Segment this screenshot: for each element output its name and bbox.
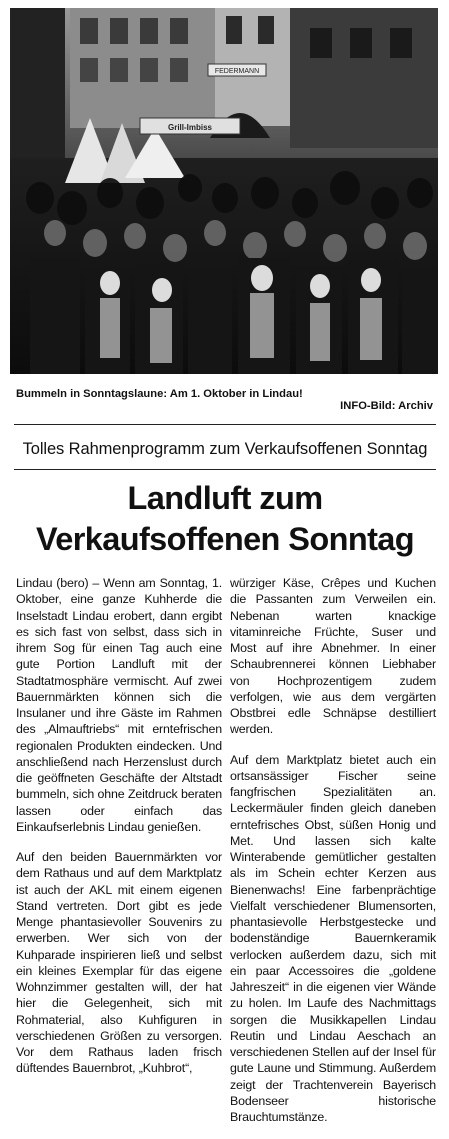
article-column-left	[16, 575, 222, 1091]
photo-caption: Bummeln in Sonntagslaune: Am 1. Oktober in Lindau!	[16, 388, 303, 400]
photo-sign-store: FEDERMANN	[214, 68, 260, 75]
photo-sign-stall: Grill-Imbiss	[167, 123, 213, 132]
article-column-right	[230, 575, 436, 1139]
kicker-subheading: Tolles Rahmenprogramm zum Verkaufsoffenen Sonntag	[22, 440, 428, 458]
photo-illustration	[10, 8, 438, 374]
headline-line-2: Verkaufsoffenen Sonntag	[35, 521, 415, 557]
photo-credit: INFO-Bild: Archiv	[340, 400, 433, 412]
article-paragraph: Auf den beiden Bauernmärkten vor dem Rathaus und auf dem Marktplatz ist auch der AKL mit einem eigenen Stand vertreten. Dort gibt es jede Menge phantasievoller Souvenirs zu erwerben. Wer sich von der Kuhparade inspirieren ließ und selbst ein kleines Exemplar für das eigene Wohnzimmer gestalten will, der hat hier die Gelegenheit, sich mit Rohmaterial, also Kuhfiguren in verschiedenen Größen zu versorgen. Vor dem Rathaus laden frisch düftendes Bauernbrot, „Kuhbrot“,	[16, 850, 222, 1076]
article-paragraph: Auf dem Marktplatz bietet auch ein ortsansässiger Fischer seine fangfrischen Spezialitäten an. Leckermäuler finden gleich daneben erntefrisches Obst, süßen Honig und Met. Und lassen sich kalte Winterabende gemütlicher gestalten als im Schein echter Kerzen aus Bienenwachs! Eine farbenprächtige Vielfalt verschiedener Blumensorten, phantasievolle Herbstgestecke und bodenständige Bauernkeramik verlocken außerdem dazu, sich mit ein paar Accessoires die „goldene Jahreszeit“ in die eigenen vier Wände zu holen. Im Laufe des Nachmittags sorgen die Musikkapellen Lindau Reutin und Lindau Aeschach an verschiedenen Stellen auf der Insel für gute Laune und Stimmung. Außerdem zeigt der Trachtenverein Bayerisch Bodenseer historische Brauchtumstänze.	[230, 752, 436, 1124]
headline-line-1: Landluft zum	[127, 480, 323, 516]
headline	[14, 478, 436, 560]
crowd-street-photo	[10, 8, 438, 374]
kicker-divider	[14, 469, 436, 470]
top-divider	[14, 424, 436, 425]
article-paragraph: würziger Käse, Crêpes und Kuchen die Passanten zum Verweilen ein. Nebenan warten knackige vitaminreiche Früchte, Suser und Most auf ihre Abnehmer. In einer Schaubrennerei können Liebhaber von Hochprozentigem zudem verfolgen, wie aus dem vergärten Obstbrei edle Schnäpse destilliert werden.	[230, 576, 436, 737]
article-paragraph: Lindau (bero) – Wenn am Sonntag, 1. Oktober, eine ganze Kuhherde die Inselstadt Lindau erobert, dann ergibt es sich fast von selbst, dass sich in ihrem Sog für einen Tag auch eine gute Portion Landluft mit der Stadtatmosphäre vermischt. Auf zwei Bauernmärkten können sich die Insulaner und ihre Gäste im Rahmen des „Almauftriebs“ mit erntefrischen regionalen Produkten eindecken. Und anschließend nach Herzenslust durch die geöffneten Geschäfte der Altstadt bummeln, sich ohne Zeitdruck beraten lassen oder einfach das Einkaufserlebnis Lindau genießen.	[16, 576, 222, 834]
